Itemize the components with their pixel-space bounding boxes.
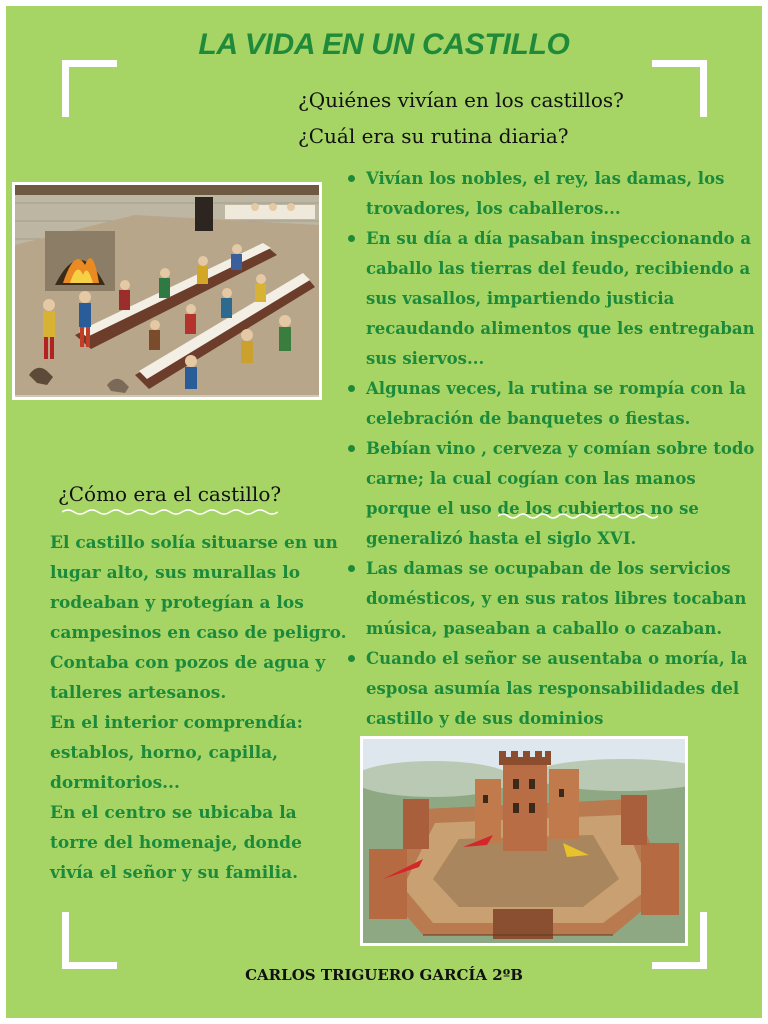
spellcheck-squiggle: [62, 508, 278, 516]
castle-illustration: [360, 736, 688, 946]
corner-bracket-top-left: [62, 60, 117, 117]
castle-section-heading: ¿Cómo era el castillo?: [58, 482, 282, 506]
corner-bracket-bottom-left: [62, 912, 117, 969]
castle-paragraph: El castillo solía situarse en un lugar alto, sus murallas lo rodeaban y protegían a los campesinos en caso de peligro.: [50, 533, 347, 643]
question-who-lived: ¿Quiénes vivían en los castillos?: [298, 88, 624, 112]
routine-bullet-list: [344, 164, 760, 734]
castle-description: [50, 528, 350, 888]
list-item: Bebían vino , cerveza y comían sobre todo carne; la cual cogían con las manos porque el uso de los cubiertos no se generalizó hasta el siglo XVI.: [344, 434, 760, 554]
list-item: Las damas se ocupaban de los servicios domésticos, y en sus ratos libres tocaban música, paseaban a caballo o cazaban.: [344, 554, 760, 644]
author-credit: CARLOS TRIGUERO GARCÍA 2ºB: [245, 966, 523, 984]
corner-bracket-top-right: [652, 60, 707, 117]
banquet-hall-illustration: [12, 182, 322, 400]
spellcheck-squiggle: [498, 512, 658, 520]
castle-paragraph: En el centro se ubicaba la torre del homenaje, donde vivía el señor y su familia.: [50, 803, 302, 883]
list-item: Algunas veces, la rutina se rompía con la celebración de banquetes o fiestas.: [344, 374, 760, 434]
list-item: Vivían los nobles, el rey, las damas, los trovadores, los caballeros...: [344, 164, 760, 224]
poster-title: LA VIDA EN UN CASTILLO: [198, 28, 570, 61]
castle-paragraph: Contaba con pozos de agua y talleres artesanos.: [50, 653, 326, 703]
question-daily-routine: ¿Cuál era su rutina diaria?: [298, 124, 569, 148]
list-item: Cuando el señor se ausentaba o moría, la esposa asumía las responsabilidades del castillo y de sus dominios: [344, 644, 760, 734]
list-item: En su día a día pasaban inspeccionando a caballo las tierras del feudo, recibiendo a sus vasallos, impartiendo justicia recaudando alimentos que les entregaban sus siervos...: [344, 224, 760, 374]
poster: [6, 6, 762, 1018]
castle-paragraph: En el interior comprendía: establos, horno, capilla, dormitorios...: [50, 713, 303, 793]
